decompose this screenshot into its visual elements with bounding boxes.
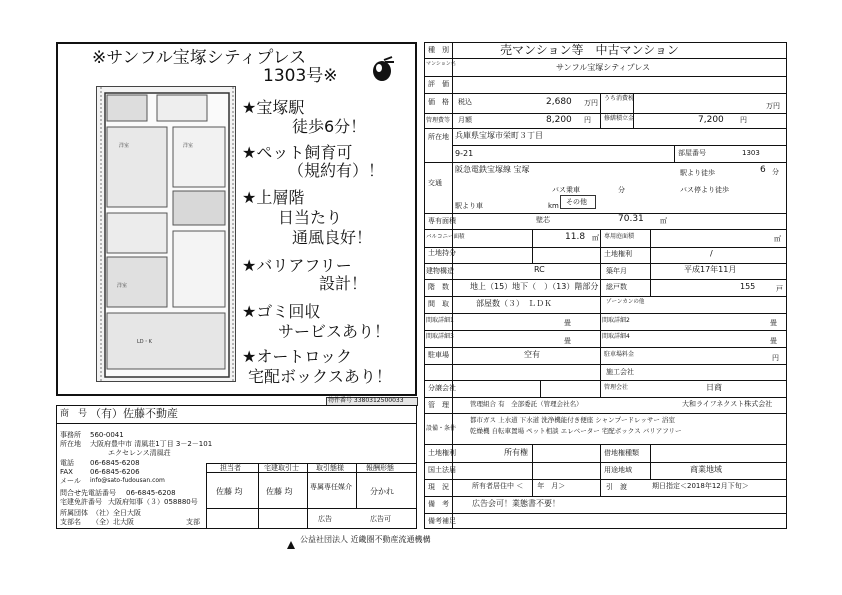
bus-label: バス乗車 — [552, 186, 580, 194]
km-label: km — [548, 202, 559, 210]
status-label: 現 況 — [428, 483, 449, 491]
balcony-label: バルコニー面積 — [426, 234, 465, 240]
property-number: 物件番号 3380312500033 — [328, 397, 404, 404]
handover-value: 期日指定＜2018年12月下旬＞ — [652, 482, 749, 490]
walk-value: 6 — [760, 165, 766, 175]
mail-value: info@sato-fudousan.com — [90, 477, 165, 484]
area-unit: ㎡ — [660, 217, 667, 225]
staff-header-1: 担当者 — [220, 464, 241, 472]
bus-stop-label: バス停より徒歩 — [680, 186, 729, 194]
lease-label: 借地権種類 — [604, 449, 639, 457]
agency-logo-icon — [368, 56, 396, 84]
repair-label: 修繕積立金 — [604, 115, 635, 122]
mgr-label: 管理会社 — [604, 384, 629, 391]
mgmt-form-label: 管 理 — [428, 401, 449, 409]
mgmt-month: 月額 — [458, 116, 472, 124]
point-1-body: 徒歩6分！ — [292, 117, 367, 136]
room-no-label: 部屋番号 — [678, 149, 706, 157]
remarks-label: 備 考 — [428, 500, 449, 508]
point-6-head: ★オートロック — [242, 347, 353, 366]
price-label: 価 格 — [428, 98, 449, 106]
office-value: 560-0041 — [90, 431, 124, 439]
price-unit: 万円 — [584, 99, 598, 107]
area-value: 70.31 — [618, 214, 644, 224]
layout-value: 部屋数（３） ＬＤＫ — [476, 299, 552, 308]
floor-plan-image — [96, 86, 236, 382]
point-4-body: 設計！ — [319, 274, 368, 293]
trade-name-label: 商 号 — [60, 409, 88, 419]
units-unit: 戸 — [776, 285, 783, 293]
floors-value: 地上（15）地下（ ）（13）階部分 — [470, 282, 599, 291]
price-tax-label: 税込 — [458, 98, 472, 106]
name-value: サンフル宝塚シティプレス — [556, 63, 651, 72]
name-label: マンション名 — [426, 61, 456, 67]
agency-address-1: 大阪府豊中市 清風荘1丁目 3－2－101 — [90, 440, 213, 448]
fax-label: FAX — [60, 468, 73, 476]
balcony-unit: ㎡ — [592, 234, 599, 242]
structure-label: 建物構造 — [426, 267, 454, 275]
parking-value: 空有 — [524, 350, 540, 359]
svg-text:洋室: 洋室 — [119, 143, 130, 149]
status-value: 所有者居住中 ＜ 年 月＞ — [472, 482, 566, 490]
svg-text:LD・K: LD・K — [137, 339, 152, 345]
agency-address-2: エクセレンス清風荘 — [108, 449, 171, 457]
walk-unit: 分 — [772, 168, 779, 176]
bus-unit: 分 — [618, 186, 625, 194]
point-2-body: （規約有）！ — [288, 161, 385, 180]
license-value: 大阪府知事（３）058880号 — [108, 498, 198, 506]
remarks-value: 広告会可！業態書不要！ — [472, 499, 560, 508]
car-label: 駅より車 — [455, 202, 483, 210]
ad-value: 広告可 — [370, 515, 391, 523]
line-value: 阪急電鉄宝塚線 宝塚 — [455, 165, 530, 174]
land-rights-label: 土地権利 — [604, 250, 632, 258]
staff-header-2: 宅建取引士 — [264, 464, 299, 472]
repair-value: 7,200 — [698, 115, 724, 125]
license-label: 宅建免許番号 — [60, 498, 102, 506]
built-label: 築年月 — [606, 267, 627, 275]
units-label: 総戸数 — [606, 283, 627, 291]
staff-value-2: 佐藤 均 — [266, 487, 293, 496]
room-number-title: 1303号※ — [263, 66, 338, 86]
fax-value: 06-6845-6206 — [90, 468, 140, 476]
point-4-head: ★バリアフリー — [242, 256, 352, 275]
point-6-body: 宅配ボックスあり！ — [248, 367, 392, 386]
inquiry-label: 問合せ先電話番号 — [60, 489, 116, 497]
inquiry-value: 06-6845-6208 — [126, 489, 176, 497]
ad-label: 広告 — [318, 515, 332, 523]
area-type: 壁芯 — [536, 216, 550, 224]
group-label: 所属団体 — [60, 509, 88, 517]
point-3-body: 日当たり — [278, 208, 343, 227]
price-value: 2,680 — [546, 97, 572, 107]
facility-label: 設備・条件 — [426, 425, 457, 432]
staff-value-1: 佐藤 均 — [216, 487, 243, 496]
point-5-head: ★ゴミ回収 — [242, 302, 321, 321]
branch-value: （全）北大阪 — [92, 518, 134, 526]
notes4-label: 間取詳細4 — [602, 333, 630, 340]
notes2-jo: 畳 — [770, 319, 777, 327]
address-value-2: 9-21 — [455, 149, 474, 158]
land-share-label: 土地持分 — [428, 249, 456, 257]
footer-text: 公益社団法人 近畿圏不動産流通機構 — [300, 535, 431, 544]
layout-rooms-label: ゾーンカンの他 — [606, 299, 645, 305]
property-title: ※サンフル宝塚シティプレス — [92, 48, 307, 68]
point-1-head: ★宝塚駅 — [242, 98, 305, 117]
transport-label: 交通 — [428, 179, 442, 187]
type-value: 売マンション等 中古マンション — [500, 43, 679, 57]
other-label: その他 — [566, 198, 587, 206]
seller-label: 分譲会社 — [428, 384, 456, 392]
layout-label: 間 取 — [428, 300, 449, 308]
address-row-label: 所在地 — [428, 133, 449, 141]
mgmt-value: 8,200 — [546, 115, 572, 125]
notes1-label: 間取詳細1 — [426, 317, 454, 324]
group-value: （社）全日大阪 — [92, 509, 141, 517]
land-label: 土地権利 — [428, 449, 456, 457]
built-value: 平成17年11月 — [684, 265, 737, 274]
land-value: 所有権 — [504, 448, 528, 457]
staff-header-3: 取引態様 — [316, 464, 344, 472]
parking-fee-unit: 円 — [772, 354, 779, 362]
point-2-head: ★ペット飼育可 — [242, 143, 353, 162]
point-3-head: ★上層階 — [242, 188, 305, 207]
room-no-value: 1303 — [742, 149, 760, 157]
supplement-label: 備考補足 — [428, 517, 456, 525]
mgmt-company: 大和ライフネクスト株式会社 — [682, 400, 773, 408]
facility-line-1: 都市ガス 上水道 下水道 洗浄機能付き便座 シャンプードレッサー 浴室 — [470, 416, 675, 424]
point-5-body: サービスあり！ — [278, 322, 391, 341]
svg-text:洋室: 洋室 — [183, 143, 194, 149]
mgmt-form-value: 管理組合 有 全部委託（管理会社名） — [470, 400, 583, 408]
address-label: 所在地 — [60, 440, 81, 448]
staff-header-4: 報酬形態 — [366, 464, 394, 472]
tel-label: 電話 — [60, 459, 74, 467]
point-3-body2: 通風良好！ — [292, 228, 373, 247]
private-label: 専用庭面積 — [604, 233, 635, 240]
mgr-value: 日商 — [706, 383, 722, 392]
notes2-label: 間取詳細2 — [602, 317, 630, 324]
handover-label: 引 渡 — [606, 483, 627, 491]
svg-text:洋室: 洋室 — [117, 283, 128, 289]
land-rights-value: / — [710, 249, 713, 258]
branch-suffix: 支部 — [186, 518, 200, 526]
repair-unit: 円 — [740, 116, 747, 124]
private-unit: ㎡ — [774, 235, 781, 243]
floors-label: 階 数 — [428, 283, 449, 291]
zone-label: 用途地域 — [604, 466, 632, 474]
structure-value: RC — [534, 265, 545, 274]
mgmt-unit: 円 — [584, 116, 591, 124]
address-value: 兵庫県宝塚市栄町３丁目 — [455, 131, 543, 140]
type-label: 種 別 — [428, 46, 449, 54]
notes1-jo: 畳 — [564, 319, 571, 327]
balcony-value: 11.8 — [565, 232, 586, 242]
notes4-jo: 畳 — [770, 337, 777, 345]
staff-value-3: 専属専任媒介 — [310, 483, 352, 491]
tel-value: 06-6845-6208 — [90, 459, 140, 467]
facility-line-2: 乾燥機 自転車置場 ペット相談 エレベーター 宅配ボックス バリアフリー — [470, 427, 682, 435]
branch-label: 支部名 — [60, 518, 81, 526]
notes3-jo: 畳 — [564, 337, 571, 345]
footer-logo-icon — [286, 535, 296, 545]
area-label: 専有面積 — [428, 217, 456, 225]
zone-value: 商業地域 — [690, 465, 722, 474]
walk-label: 駅より徒歩 — [680, 169, 715, 177]
price-tax-unit: 万円 — [766, 102, 780, 110]
staff-value-4: 分かれ — [370, 487, 394, 496]
office-label: 事務所 — [60, 431, 81, 439]
units-value: 155 — [740, 282, 756, 291]
builder-label: 施工会社 — [606, 368, 634, 376]
law-label: 国土法届 — [428, 466, 456, 474]
notes3-label: 間取詳細3 — [426, 333, 454, 340]
price-tax-note: うち消費税 — [604, 95, 635, 102]
mgmt-label: 管理費等 — [426, 117, 451, 124]
trade-name: （有）佐藤不動産 — [90, 407, 178, 420]
mail-label: メール — [60, 477, 81, 485]
parking-fee-label: 駐車場料金 — [604, 351, 635, 358]
note-label: 評 価 — [428, 80, 449, 88]
parking-label: 駐車場 — [428, 351, 449, 359]
